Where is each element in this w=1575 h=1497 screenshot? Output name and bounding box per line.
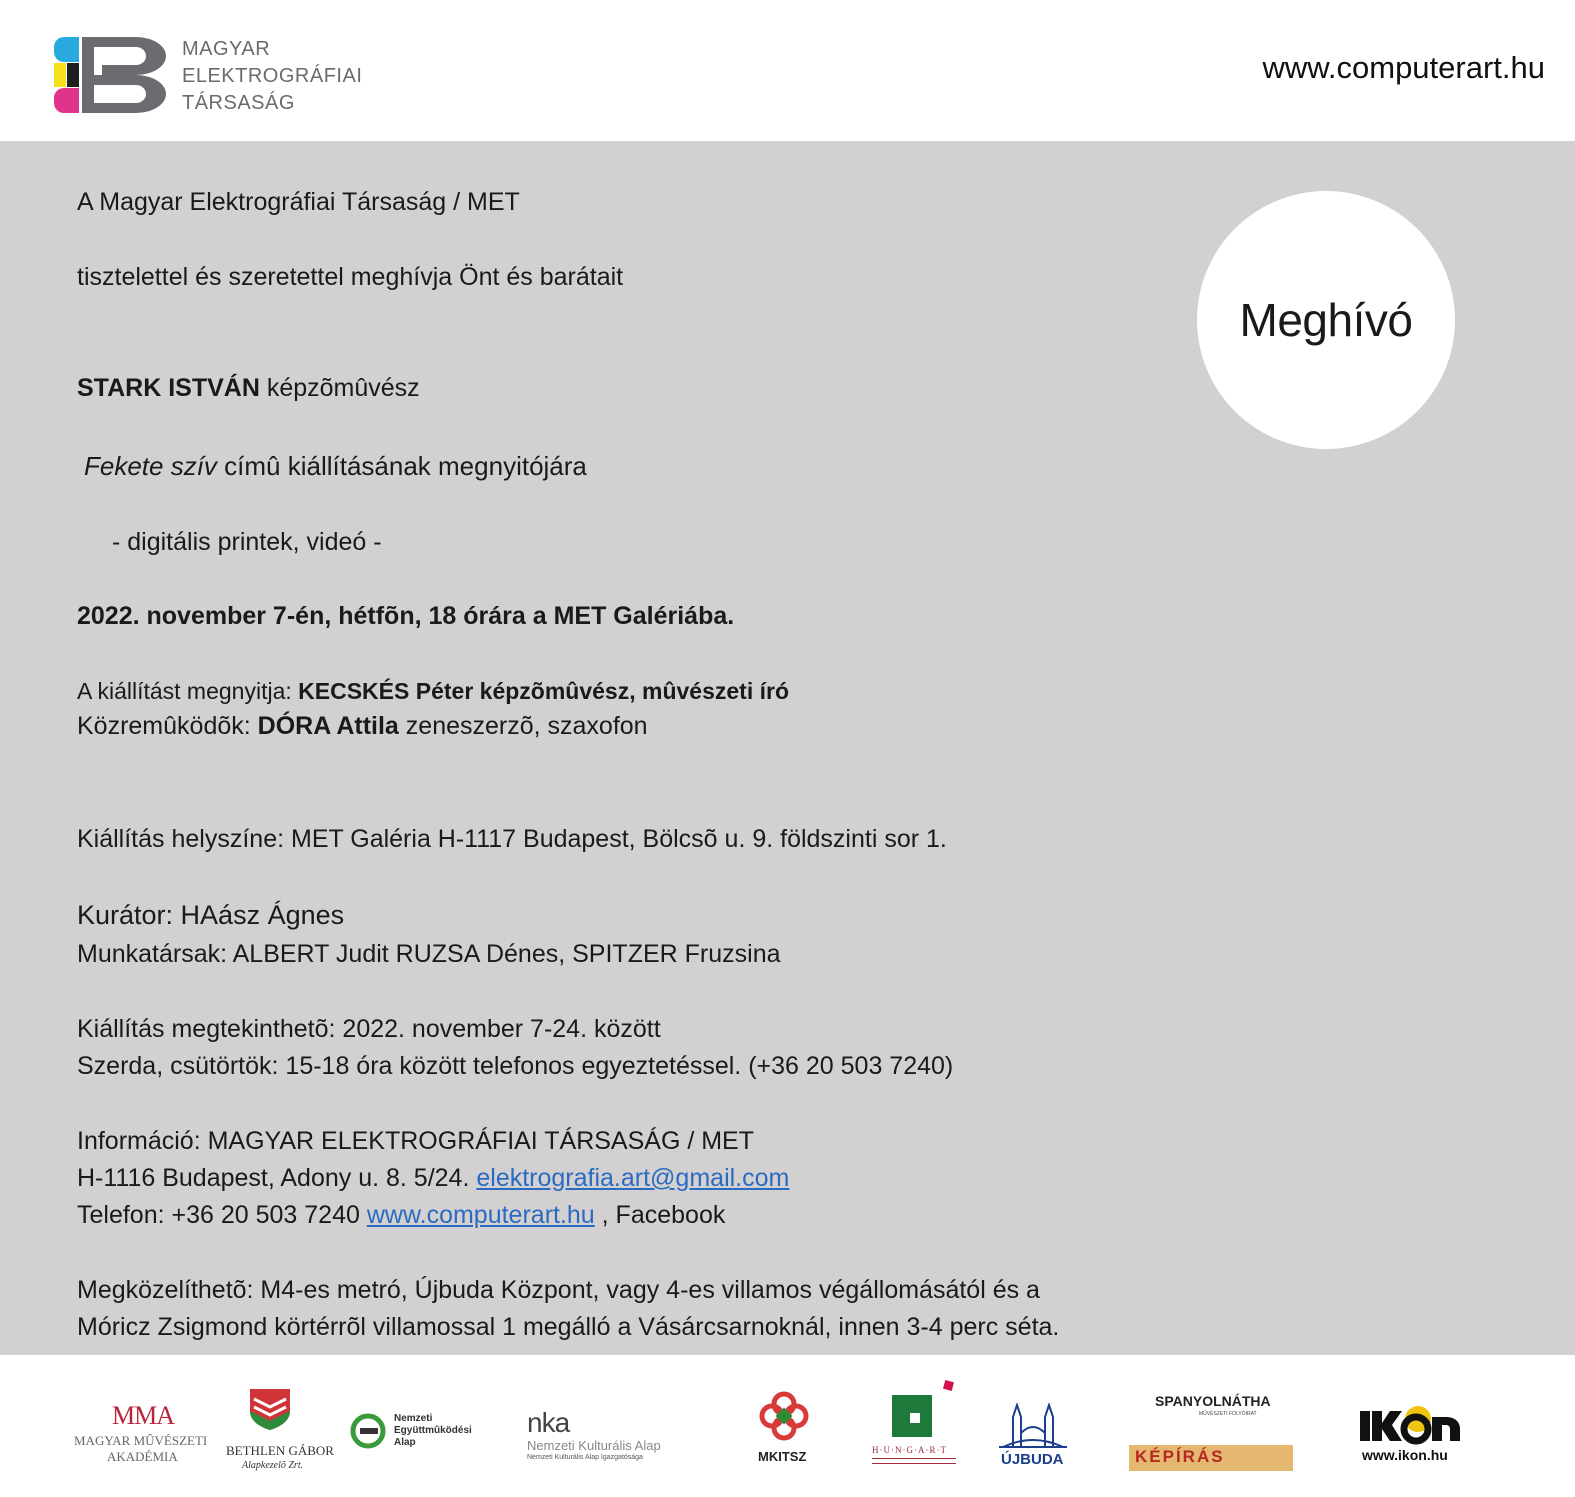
mkitsz-name: MKITSZ (758, 1449, 807, 1464)
viewing-line: Kiállítás megtekinthetõ: 2022. november 7-24. között (77, 1015, 661, 1043)
mkitsz-knot-icon (759, 1391, 809, 1441)
performers-label: Közremûködõk: (77, 712, 258, 740)
spanyolnatha-logo[interactable] (1129, 1389, 1299, 1475)
web-link[interactable]: www.computerart.hu (366, 1201, 595, 1229)
performer-role: zeneszerzõ, szaxofon (398, 712, 648, 740)
bethlen-shield-icon (248, 1387, 292, 1431)
bethlen-name: BETHLEN GÁBOR (226, 1443, 334, 1458)
nka-logo[interactable] (527, 1407, 672, 1467)
mma-line: MAGYAR MÛVÉSZETI (74, 1433, 208, 1448)
email-link[interactable]: elektrografia.art@gmail.com (476, 1164, 790, 1192)
mma-mark: MMA (112, 1401, 175, 1430)
nea-line: Nemzeti (394, 1413, 433, 1424)
ujbuda-church-icon (997, 1403, 1069, 1449)
address-line (77, 1164, 789, 1193)
access-line-1: Megközelíthetõ: M4-es metró, Újbuda Központ, vagy 4-es villamos végállomásától és a (77, 1276, 1040, 1304)
hungart-dot-icon (943, 1380, 954, 1391)
address: H-1116 Budapest, Adony u. 8. 5/24. (77, 1164, 477, 1192)
header-url[interactable]: www.computerart.hu (1262, 50, 1545, 85)
artist-name: STARK ISTVÁN (77, 374, 260, 402)
sponsor-footer (0, 1355, 1575, 1497)
hours-line: Szerda, csütörtök: 15-18 óra között telefonos egyeztetéssel. (+36 20 503 7240) (77, 1052, 954, 1080)
performers-line (77, 712, 648, 741)
staff-line: Munkatársak: ALBERT Judit RUZSA Dénes, SPITZER Fruzsina (77, 940, 781, 968)
phone-line (77, 1201, 725, 1230)
nka-name: Nemzeti Kulturális Alap (527, 1438, 661, 1453)
logo-text (182, 36, 362, 117)
mkitsz-logo[interactable] (756, 1391, 812, 1466)
nea-logo[interactable] (350, 1411, 480, 1455)
artist-line (77, 374, 420, 403)
logo-line: ELEKTROGRÁFIAI (182, 65, 363, 87)
artist-role: képzõmûvész (259, 374, 420, 402)
venue-line: Kiállítás helyszíne: MET Galéria H-1117 Budapest, Bölcsõ u. 9. földszinti sor 1. (77, 825, 947, 853)
nka-mark: nka (527, 1407, 570, 1438)
met-logo-icon (54, 37, 166, 113)
opener-line (77, 678, 789, 705)
bethlen-sub: Alapkezelõ Zrt. (242, 1460, 304, 1471)
opener-name: KECSKÉS Péter képzõmûvész, mûvészeti író (298, 678, 789, 704)
meghivo-badge (1197, 191, 1455, 449)
logo-line: MAGYAR (182, 38, 271, 60)
kepiras-name: KÉPÍRÁS (1135, 1447, 1225, 1466)
mma-line: AKADÉMIA (107, 1449, 178, 1464)
hungart-square-icon (892, 1395, 932, 1437)
date-line: 2022. november 7-én, hétfõn, 18 órára a MET Galériába. (77, 602, 735, 630)
nea-line: Alap (394, 1437, 416, 1448)
exhibition-title-rest: címû kiállításának megnyitójára (216, 451, 587, 481)
facebook-text: , Facebook (594, 1201, 726, 1229)
header (0, 0, 1575, 141)
nka-sub: Nemzeti Kulturális Alap Igazgatósága (527, 1454, 643, 1461)
info-line: Információ: MAGYAR ELEKTROGRÁFIAI TÁRSASÁG / MET (77, 1127, 755, 1155)
hungart-logo[interactable] (870, 1381, 960, 1469)
nea-circle-icon (350, 1413, 386, 1449)
nea-line: Együttmûködési (394, 1425, 472, 1436)
curator-line: Kurátor: HAász Ágnes (77, 900, 345, 930)
exhibition-title: Fekete szív (84, 451, 217, 481)
opener-label: A kiállítást megnyitja: (77, 678, 299, 704)
ikon-url: www.ikon.hu (1362, 1447, 1448, 1463)
hungart-name: H·U·N·G·A·R·T (872, 1445, 947, 1455)
logo-line: TÁRSASÁG (182, 92, 295, 114)
performer-name: DÓRA Attila (257, 712, 399, 740)
kepiras-banner (1129, 1445, 1293, 1471)
phone: Telefon: +36 20 503 7240 (77, 1201, 367, 1229)
bethlen-gabor-logo[interactable] (226, 1387, 334, 1472)
invite-line: tisztelettel és szeretettel meghívja Önt és barátait (77, 263, 624, 291)
ujbuda-name: ÚJBUDA (1001, 1451, 1064, 1468)
access-line-2: Móricz Zsigmond körtérrõl villamossal 1 megálló a Vásárcsarnoknál, innen 3-4 perc séta. (77, 1313, 1060, 1341)
ujbuda-logo[interactable] (993, 1403, 1073, 1471)
intro-line: A Magyar Elektrográfiai Társaság / MET (77, 188, 520, 216)
hungart-rule (872, 1458, 956, 1464)
exhibition-title-line (84, 451, 587, 482)
badge-label: Meghívó (1239, 294, 1413, 346)
media-line: - digitális printek, videó - (112, 528, 382, 556)
spanyolnatha-sub: MÛVÉSZETI FOLYÓIRAT (1199, 1411, 1257, 1417)
ikon-wordmark-icon (1358, 1405, 1464, 1445)
spanyolnatha-name: SPANYOLNÁTHA (1155, 1393, 1271, 1409)
ikon-logo[interactable] (1358, 1405, 1468, 1475)
